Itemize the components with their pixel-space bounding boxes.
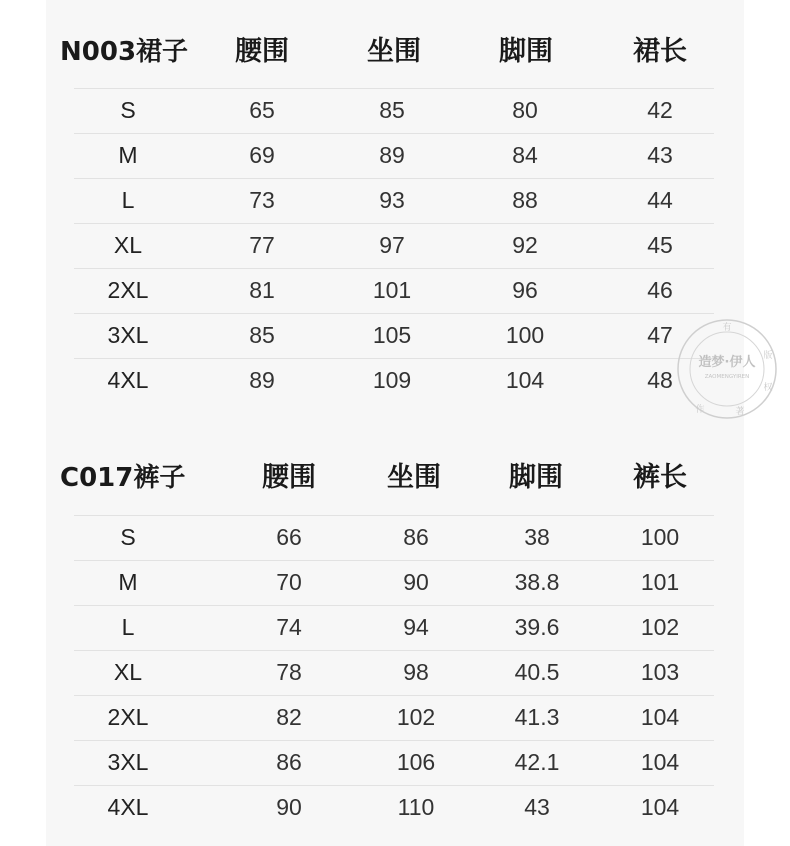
table-row bbox=[46, 650, 744, 695]
hem-cell: 42.1 bbox=[514, 749, 560, 775]
length-cell: 45 bbox=[647, 232, 673, 258]
size-cell: M bbox=[118, 569, 138, 595]
hip-cell: 98 bbox=[403, 659, 429, 685]
hem-cell: 40.5 bbox=[514, 659, 560, 685]
length-cell: 48 bbox=[647, 367, 673, 393]
table-row bbox=[46, 358, 744, 403]
hem-cell: 38 bbox=[524, 524, 550, 550]
size-cell: S bbox=[120, 97, 136, 123]
hip-cell: 85 bbox=[379, 97, 405, 123]
length-cell: 104 bbox=[640, 794, 680, 820]
hip-cell: 90 bbox=[403, 569, 429, 595]
header-hem: 脚围 bbox=[499, 36, 553, 67]
product-name: N003裙子 bbox=[60, 37, 189, 67]
hem-cell: 100 bbox=[505, 322, 545, 348]
waist-cell: 82 bbox=[276, 704, 302, 730]
hem-cell: 88 bbox=[512, 187, 538, 213]
hip-cell: 102 bbox=[396, 704, 436, 730]
row-divider bbox=[74, 740, 714, 741]
row-divider bbox=[74, 560, 714, 561]
length-cell: 102 bbox=[640, 614, 680, 640]
length-cell: 42 bbox=[647, 97, 673, 123]
header-length: 裤长 bbox=[633, 462, 687, 493]
stamp-ring-char: 权 bbox=[763, 383, 773, 393]
waist-cell: 89 bbox=[249, 367, 275, 393]
waist-cell: 86 bbox=[276, 749, 302, 775]
hem-cell: 92 bbox=[512, 232, 538, 258]
waist-cell: 78 bbox=[276, 659, 302, 685]
table-row bbox=[46, 178, 744, 223]
hem-cell: 43 bbox=[524, 794, 550, 820]
table-header bbox=[46, 24, 744, 80]
waist-cell: 65 bbox=[249, 97, 275, 123]
hem-cell: 38.8 bbox=[514, 569, 560, 595]
table-row bbox=[46, 88, 744, 133]
hip-cell: 93 bbox=[379, 187, 405, 213]
hip-cell: 101 bbox=[372, 277, 412, 303]
row-divider bbox=[74, 650, 714, 651]
length-cell: 103 bbox=[640, 659, 680, 685]
size-cell: S bbox=[120, 524, 136, 550]
length-cell: 101 bbox=[640, 569, 680, 595]
hip-cell: 105 bbox=[372, 322, 412, 348]
hip-cell: 89 bbox=[379, 142, 405, 168]
length-cell: 104 bbox=[640, 704, 680, 730]
table-row bbox=[46, 313, 744, 358]
table-row bbox=[46, 785, 744, 830]
hip-cell: 106 bbox=[396, 749, 436, 775]
hip-cell: 94 bbox=[403, 614, 429, 640]
table-row bbox=[46, 133, 744, 178]
size-cell: L bbox=[121, 187, 135, 213]
hem-cell: 80 bbox=[512, 97, 538, 123]
table-row bbox=[46, 515, 744, 560]
hem-cell: 104 bbox=[505, 367, 545, 393]
table-row bbox=[46, 740, 744, 785]
size-chart-panel bbox=[46, 0, 744, 846]
header-hip: 坐围 bbox=[387, 462, 441, 493]
size-cell: 2XL bbox=[107, 704, 149, 730]
size-cell: 4XL bbox=[107, 794, 149, 820]
table-row bbox=[46, 605, 744, 650]
length-cell: 43 bbox=[647, 142, 673, 168]
product-name: C017裤子 bbox=[60, 463, 186, 493]
size-cell: XL bbox=[113, 659, 143, 685]
table-row bbox=[46, 560, 744, 605]
waist-cell: 70 bbox=[276, 569, 302, 595]
waist-cell: 74 bbox=[276, 614, 302, 640]
stamp-ring-char: 版 bbox=[763, 351, 773, 361]
stamp-sub-text: ZAOMENGYIREN bbox=[704, 374, 750, 380]
size-cell: M bbox=[118, 142, 138, 168]
hem-cell: 39.6 bbox=[514, 614, 560, 640]
waist-cell: 77 bbox=[249, 232, 275, 258]
stamp-main-text: 造梦·伊人 bbox=[698, 355, 756, 370]
waist-cell: 90 bbox=[276, 794, 302, 820]
size-cell: 3XL bbox=[107, 749, 149, 775]
table-row bbox=[46, 223, 744, 268]
hem-cell: 41.3 bbox=[514, 704, 560, 730]
row-divider bbox=[74, 785, 714, 786]
stamp-ring-char: 著 bbox=[735, 407, 745, 417]
length-cell: 104 bbox=[640, 749, 680, 775]
waist-cell: 81 bbox=[249, 277, 275, 303]
hip-cell: 109 bbox=[372, 367, 412, 393]
size-cell: 3XL bbox=[107, 322, 149, 348]
length-cell: 100 bbox=[640, 524, 680, 550]
length-cell: 47 bbox=[647, 322, 673, 348]
stamp-ring-char: 有 bbox=[722, 323, 732, 333]
header-waist: 腰围 bbox=[235, 36, 289, 67]
size-cell: 2XL bbox=[107, 277, 149, 303]
waist-cell: 85 bbox=[249, 322, 275, 348]
row-divider bbox=[74, 515, 714, 516]
size-cell: XL bbox=[113, 232, 143, 258]
waist-cell: 66 bbox=[276, 524, 302, 550]
table-row bbox=[46, 268, 744, 313]
table-header bbox=[46, 450, 744, 506]
hem-cell: 96 bbox=[512, 277, 538, 303]
size-cell: 4XL bbox=[107, 367, 149, 393]
hip-cell: 97 bbox=[379, 232, 405, 258]
hem-cell: 84 bbox=[512, 142, 538, 168]
hip-cell: 86 bbox=[403, 524, 429, 550]
header-hip: 坐围 bbox=[367, 36, 421, 67]
table-row bbox=[46, 695, 744, 740]
header-hem: 脚围 bbox=[509, 462, 563, 493]
row-divider bbox=[74, 605, 714, 606]
header-length: 裙长 bbox=[633, 36, 687, 67]
row-divider bbox=[74, 695, 714, 696]
length-cell: 46 bbox=[647, 277, 673, 303]
waist-cell: 73 bbox=[249, 187, 275, 213]
size-cell: L bbox=[121, 614, 135, 640]
hip-cell: 110 bbox=[397, 794, 435, 820]
stamp-ring-char: 作 bbox=[695, 405, 705, 415]
waist-cell: 69 bbox=[249, 142, 275, 168]
header-waist: 腰围 bbox=[262, 462, 316, 493]
length-cell: 44 bbox=[647, 187, 673, 213]
copyright-stamp-watermark bbox=[676, 318, 778, 420]
